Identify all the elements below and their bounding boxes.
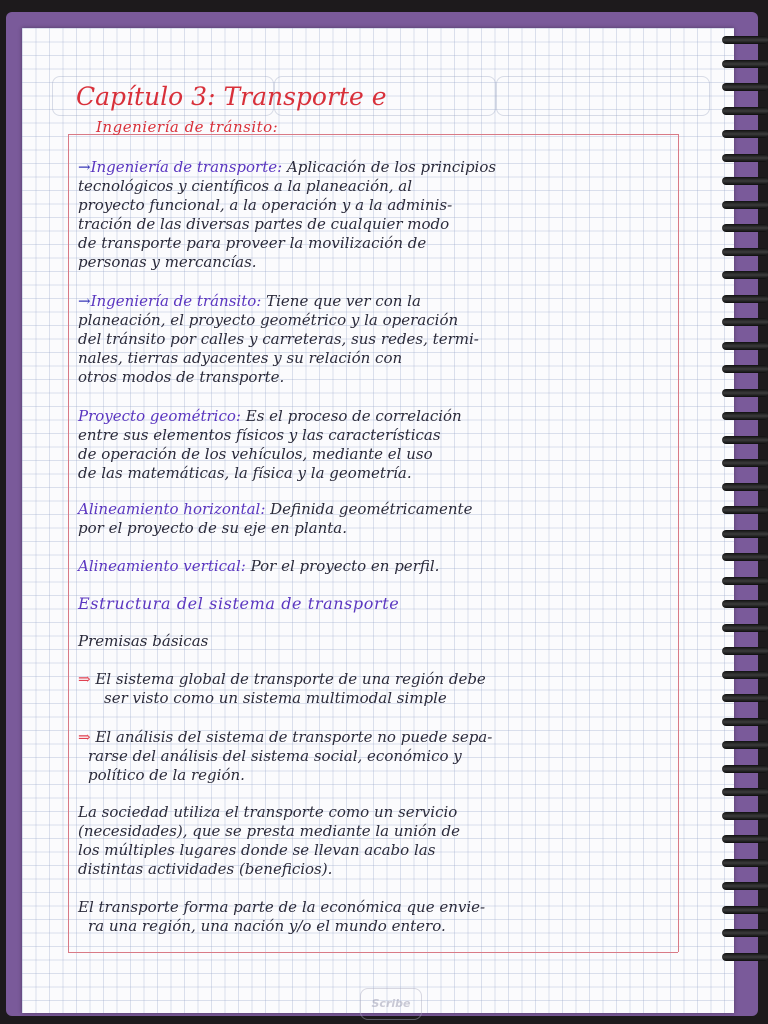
spiral-ring [722,647,768,655]
page-margin-left [68,134,69,952]
premises-label-block [78,632,668,651]
spiral-ring [722,506,768,514]
paragraph-text: La sociedad utiliza el transporte como un servicio [78,803,458,821]
spiral-ring [722,365,768,373]
spiral-ring [722,389,768,397]
definition-text: nales, tierras adyacentes y su relación con [78,349,403,367]
spiral-ring [722,624,768,632]
premise-item [78,728,668,785]
spiral-ring [722,671,768,679]
spiral-ring [722,248,768,256]
definition-proyecto-geometrico [78,407,668,483]
definition-alineamiento-horizontal [78,500,668,538]
spiral-ring [722,83,768,91]
definition-text: de operación de los vehículos, mediante el uso [78,445,433,463]
spiral-ring [722,436,768,444]
definition-alineamiento-vertical [78,557,668,576]
definition-text: personas y mercancías. [78,253,257,271]
spiral-ring [722,600,768,608]
premise-text: El sistema global de transporte de una región debe [95,670,486,688]
paragraph-text: (necesidades), que se presta mediante la unión de [78,822,460,840]
spiral-ring [722,201,768,209]
definition-term: Proyecto geométrico: [78,407,241,425]
definition-text: por el proyecto de su eje en planta. [78,519,347,537]
paragraph-text: El transporte forma parte de la económica que envie- [78,898,486,916]
spiral-ring [722,483,768,491]
spiral-ring [722,107,768,115]
spiral-ring [722,553,768,561]
spiral-ring [722,718,768,726]
premise-text: político de la región. [88,766,245,784]
definition-term: Ingeniería de tránsito: [90,292,262,310]
definition-text: Tiene que ver con la [266,292,421,310]
spiral-ring [722,130,768,138]
spiral-ring [722,342,768,350]
definition-text: Definida geométricamente [270,500,473,518]
page-margin-right [678,134,679,952]
spiral-ring [722,929,768,937]
definition-transito [78,292,668,387]
section-heading: Estructura del sistema de transporte [78,594,400,613]
paragraph-text: los múltiples lugares donde se llevan acabo las [78,841,436,859]
definition-term: Alineamiento vertical: [78,557,246,575]
page-margin-bottom [68,952,678,953]
arrow-icon: → [78,158,91,176]
definition-text: de las matemáticas, la física y la geometría. [78,464,412,482]
definition-term: Alineamiento horizontal: [78,500,266,518]
spiral-ring [722,60,768,68]
double-arrow-icon: ⇒ [78,670,91,688]
premise-item [78,670,668,708]
definition-text: Por el proyecto en perfil. [250,557,440,575]
paragraph [78,898,668,936]
spiral-ring [722,271,768,279]
spiral-ring [722,859,768,867]
chapter-subtitle: Ingeniería de tránsito: [96,118,279,136]
spiral-ring [722,318,768,326]
spiral-ring [722,295,768,303]
chapter-title: Capítulo 3: Transporte e [76,82,387,111]
premise-text: El análisis del sistema de transporte no puede sepa- [95,728,493,746]
header-box-right [496,76,710,116]
spiral-ring [722,694,768,702]
section-heading-block [78,594,668,613]
spiral-ring [722,224,768,232]
definition-text: tecnológicos y científicos a la planeación, al [78,177,413,195]
definition-text: Aplicación de los principios [286,158,497,176]
double-arrow-icon: ⇒ [78,728,91,746]
definition-text: entre sus elementos físicos y las características [78,426,441,444]
spiral-binding [722,36,768,996]
notebook-logo: Scribe [360,988,422,1020]
premise-text: ser visto como un sistema multimodal simple [104,689,447,707]
spiral-ring [722,577,768,585]
definition-text: otros modos de transporte. [78,368,285,386]
spiral-ring [722,835,768,843]
paragraph-text: ra una región, una nación y/o el mundo entero. [88,917,446,935]
spiral-ring [722,177,768,185]
spiral-ring [722,906,768,914]
definition-text: de transporte para proveer la movilización de [78,234,427,252]
premise-text: rarse del análisis del sistema social, económico y [88,747,462,765]
spiral-ring [722,882,768,890]
spiral-ring [722,459,768,467]
definition-text: planeación, el proyecto geométrico y la operación [78,311,459,329]
spiral-ring [722,765,768,773]
arrow-icon: → [78,292,91,310]
spiral-ring [722,788,768,796]
spiral-ring [722,412,768,420]
definition-term: Ingeniería de transporte: [90,158,283,176]
spiral-ring [722,530,768,538]
definition-text: tración de las diversas partes de cualquier modo [78,215,450,233]
spiral-ring [722,953,768,961]
definition-text: del tránsito por calles y carreteras, sus redes, termi- [78,330,479,348]
definition-transporte [78,158,668,272]
definition-text: proyecto funcional, a la operación y a la adminis- [78,196,453,214]
spiral-ring [722,741,768,749]
premises-label: Premisas básicas [78,632,209,650]
paragraph-text: distintas actividades (beneficios). [78,860,333,878]
spiral-ring [722,812,768,820]
spiral-ring [722,154,768,162]
definition-text: Es el proceso de correlación [245,407,462,425]
spiral-ring [722,36,768,44]
paragraph [78,803,668,879]
